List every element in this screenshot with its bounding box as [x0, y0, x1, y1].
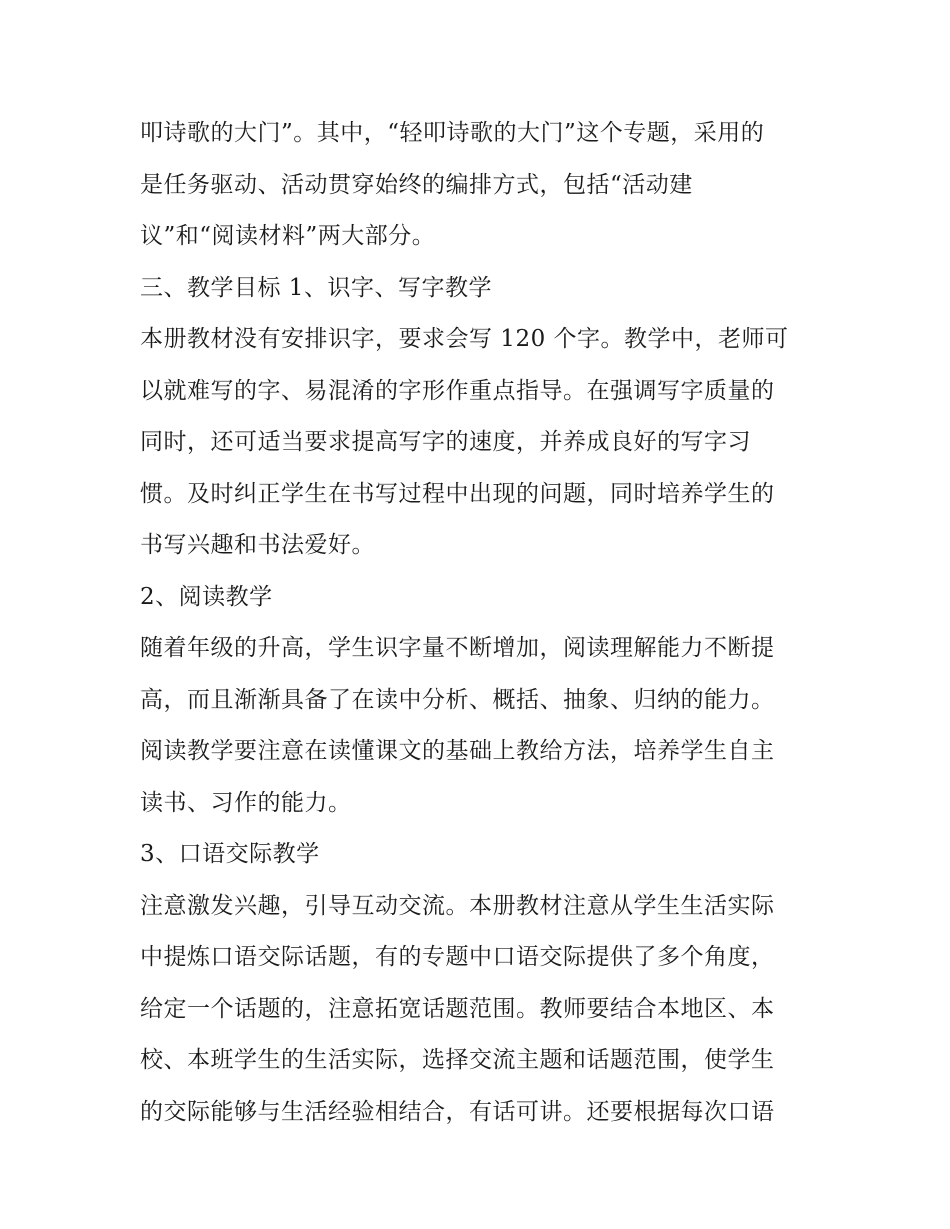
text-line: 校、本班学生的生活实际，选择交流主题和话题范围，使学生 [140, 1047, 775, 1073]
text-line: 读书、习作的能力。 [140, 789, 352, 816]
text-line: 书写兴趣和书法爱好。 [140, 532, 375, 558]
text-line: 阅读教学要注意在读懂课文的基础上教给方法，培养学生自主 [140, 738, 775, 764]
text-line: 随着年级的升高，学生识字量不断增加，阅读理解能力不断提 [140, 635, 775, 661]
text-line: 高，而且渐渐具备了在读中分析、概括、抽象、归纳的能力。 [140, 686, 775, 713]
document-body [140, 108, 820, 1138]
text-line: 注意激发兴趣，引导互动交流。本册教材注意从学生生活实际 [140, 892, 775, 919]
text-line: 是任务驱动、活动贯穿始终的编排方式，包括“活动建 [140, 171, 693, 198]
section-heading-reading: 2、阅读教学 [140, 583, 273, 610]
text-line: 中提炼口语交际话题，有的专题中口语交际提供了多个角度， [140, 944, 775, 970]
section-heading-oral: 3、口语交际教学 [140, 841, 320, 867]
text-line: 以就难写的字、易混淆的字形作重点指导。在强调写字质量的 [140, 377, 775, 404]
text-line: 议”和“阅读材料”两大部分。 [140, 223, 436, 249]
text-line: 叩诗歌的大门”。其中，“轻叩诗歌的大门”这个专题，采用的 [140, 120, 765, 146]
text-line: 惯。及时纠正学生在书写过程中出现的问题，同时培养学生的 [140, 480, 775, 507]
text-line: 同时，还可适当要求提高写字的速度，并养成良好的写字习 [140, 429, 751, 455]
text-line: 本册教材没有安排识字，要求会写 120 个字。教学中，老师可 [140, 326, 789, 352]
section-heading-objectives: 三、教学目标 1、识字、写字教学 [140, 274, 492, 301]
text-line: 的交际能够与生活经验相结合，有话可讲。还要根据每次口语 [140, 1098, 775, 1125]
text-line: 给定一个话题的，注意拓宽话题范围。教师要结合本地区、本 [140, 995, 775, 1022]
